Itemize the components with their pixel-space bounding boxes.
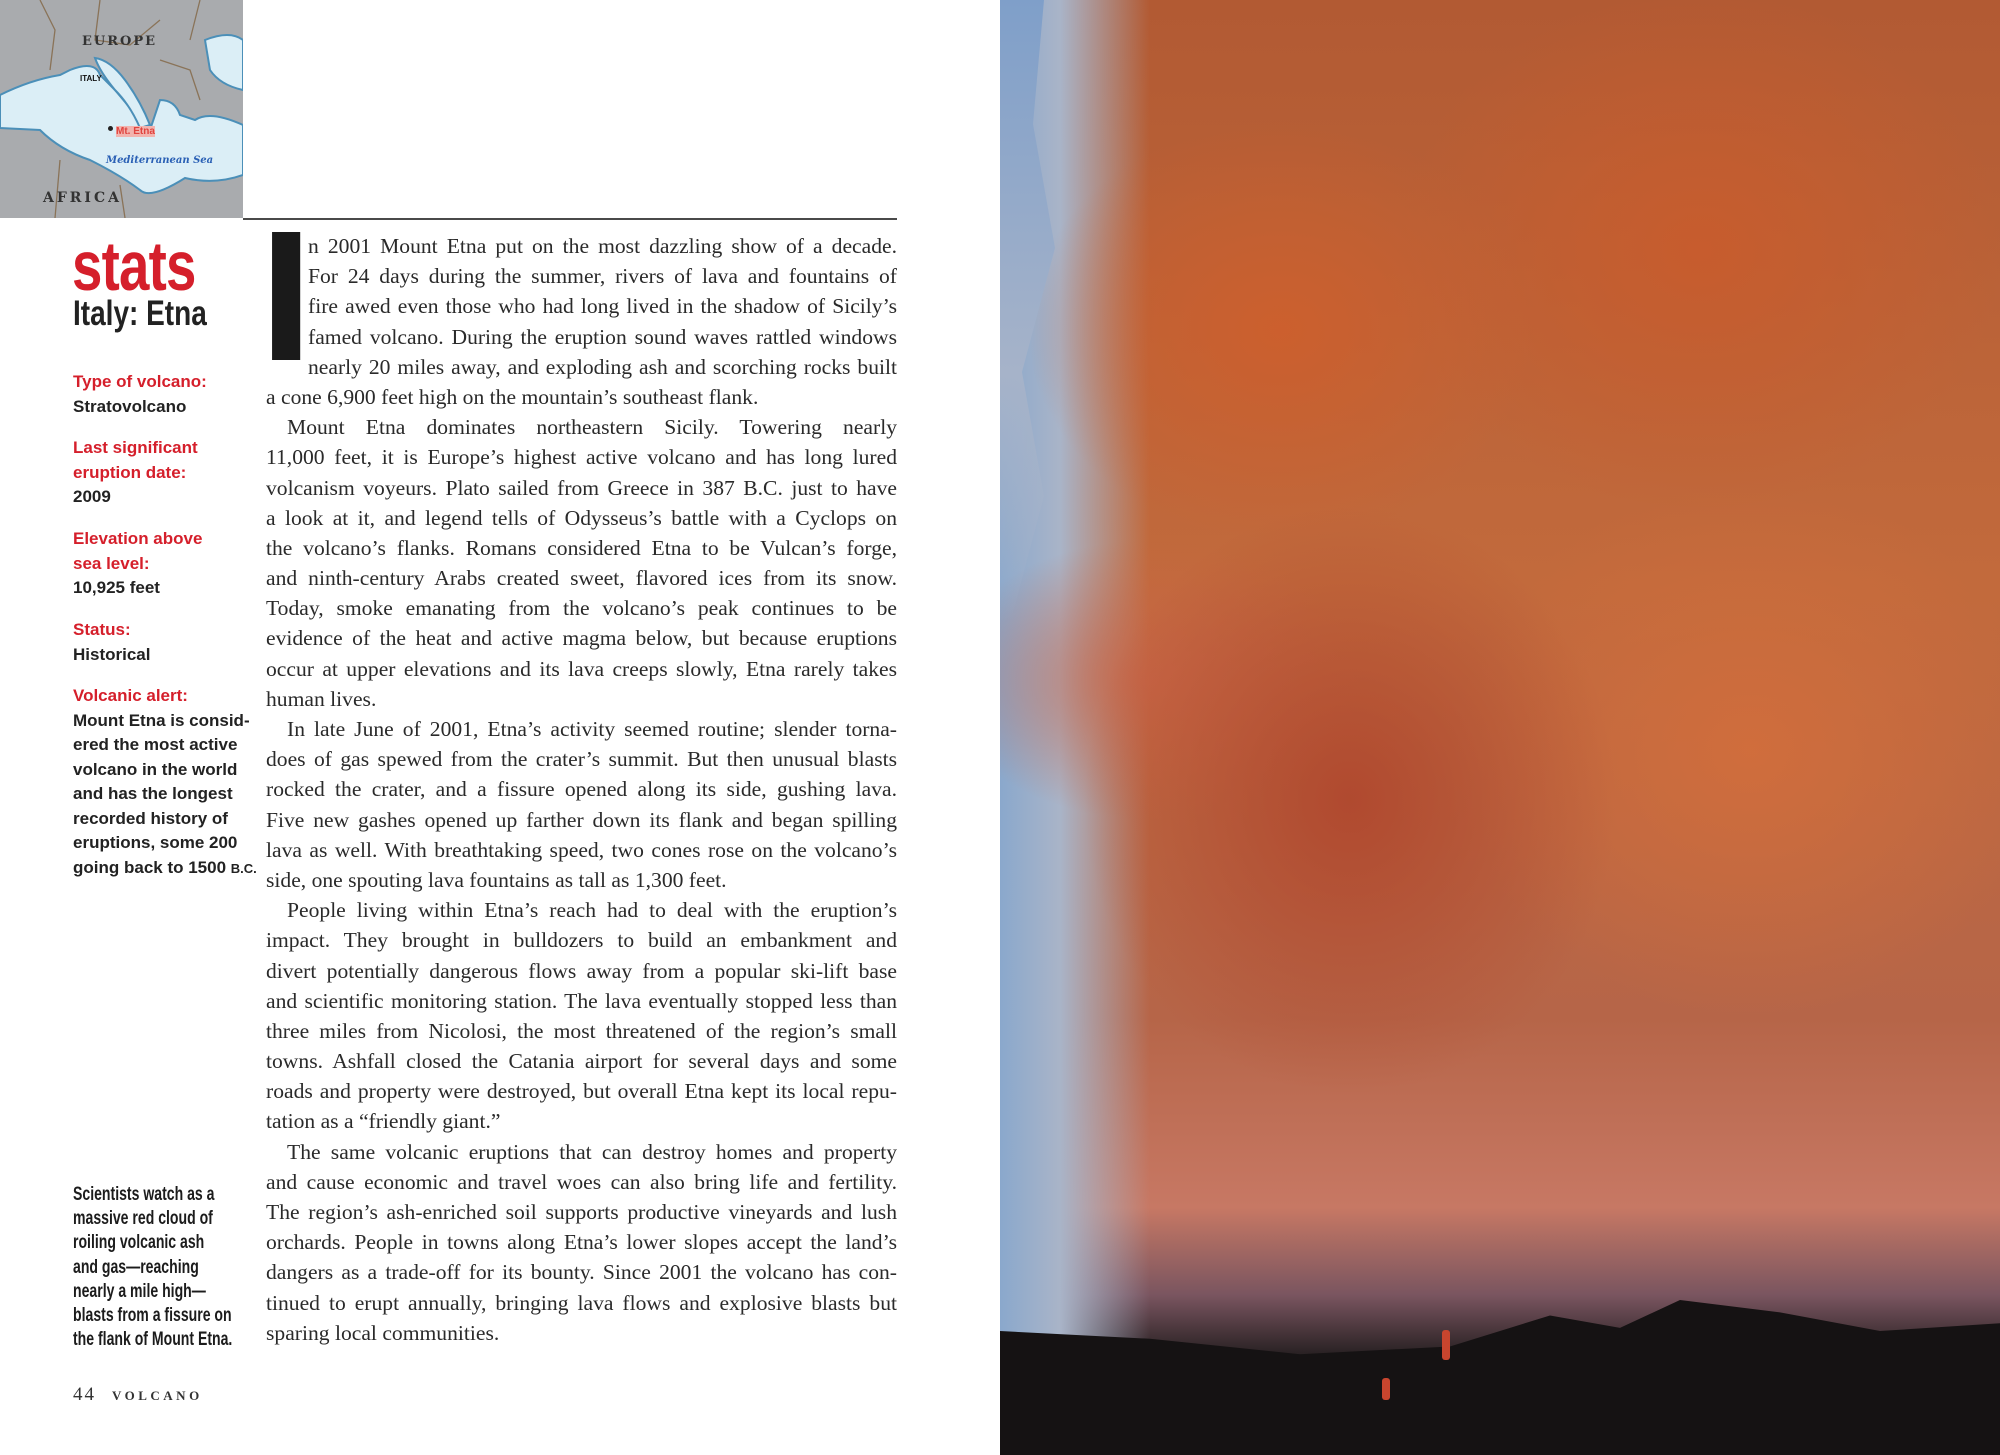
- running-head: VOLCANO: [112, 1388, 203, 1403]
- article-line: roads and property were destroyed, but overall Etna kept its local repu-: [266, 1079, 897, 1104]
- page-footer: [73, 1384, 203, 1406]
- stat-value-text: Stratovolcano: [73, 396, 187, 416]
- etna-eruption-photo: [1000, 0, 2000, 1455]
- map-label-europe: EUROPE: [82, 34, 158, 49]
- map-label-italy: ITALY: [80, 74, 102, 83]
- article-line: tation as a “friendly giant.”: [266, 1109, 501, 1134]
- drop-cap: I: [259, 193, 314, 400]
- article-line: volcanism voyeurs. Plato sailed from Greece in 387 B.C. just to have: [266, 475, 897, 500]
- stat-value: [73, 576, 202, 601]
- article-line: orchards. People in towns along Etna’s lower slopes accept the land’s: [266, 1230, 897, 1255]
- caption-line: blasts from a fissure on: [73, 1305, 232, 1327]
- article-line: dangers as a trade-off for its bounty. Since 2001 the volcano has con-: [266, 1260, 897, 1285]
- stat-value: [73, 395, 207, 420]
- stat-item: [73, 527, 202, 601]
- stat-value: [73, 856, 257, 882]
- article-line: nearly 20 miles away, and exploding ash and scorching rocks built: [308, 354, 897, 379]
- article-line: divert potentially dangerous flows away from a popular ski-lift base: [266, 958, 897, 983]
- caption-line: Scientists watch as a: [73, 1184, 215, 1205]
- article-line: In late June of 2001, Etna’s activity seemed routine; slender torna-: [287, 717, 897, 741]
- small-caps-era: B.C.: [230, 860, 257, 876]
- article-line: impact. They brought in bulldozers to build an embankment and: [266, 928, 897, 953]
- article-line: three miles from Nicolosi, the most threatened of the region’s small: [266, 1018, 897, 1043]
- stat-value-text: Historical: [73, 644, 151, 664]
- sidebar-subtitle: Italy: Etna: [73, 294, 207, 333]
- map-label-africa: AFRICA: [43, 190, 122, 206]
- article-line: n 2001 Mount Etna put on the most dazzling show of a decade.: [308, 234, 897, 258]
- article-line: Mount Etna dominates northeastern Sicily. Towering nearly: [287, 415, 897, 440]
- stat-label: Status:: [73, 620, 131, 639]
- article-line: human lives.: [266, 686, 377, 711]
- article-line: a cone 6,900 feet high on the mountain’s southeast flank.: [266, 384, 759, 409]
- article-line: The same volcanic eruptions that can destroy homes and property: [287, 1139, 897, 1164]
- stat-value: [73, 758, 257, 783]
- article-line: fire awed even those who had long lived in the shadow of Sicily’s: [308, 294, 897, 319]
- stat-item: [73, 370, 207, 419]
- stat-value: [73, 643, 150, 668]
- stat-value-text: ered the most active: [73, 735, 238, 754]
- article-line: and scientific monitoring station. The lava eventually stopped less than: [266, 988, 897, 1013]
- stat-value: [73, 485, 198, 510]
- article-line: rocked the crater, and a fissure opened along its side, gushing lava.: [266, 777, 897, 802]
- article-line: The region’s ash-enriched soil supports productive vineyards and lush: [266, 1200, 897, 1224]
- photo-caption: [73, 1183, 288, 1352]
- stat-value-text: Mount Etna is consid-: [73, 710, 250, 730]
- caption-line: massive red cloud of: [73, 1208, 213, 1230]
- article-line: occur at upper elevations and its lava creeps slowly, Etna rarely takes: [266, 656, 897, 681]
- stat-value: [73, 831, 257, 856]
- caption-line: the flank of Mount Etna.: [73, 1329, 233, 1351]
- stat-value: [73, 733, 257, 758]
- stat-value-text: eruptions, some 200: [73, 833, 238, 852]
- article-line: sparing local communities.: [266, 1320, 500, 1345]
- stat-value: [73, 709, 257, 734]
- article-line: tinued to erupt annually, bringing lava flows and explosive blasts but: [266, 1290, 897, 1315]
- photo-ground: [1000, 1300, 2000, 1455]
- header-rule: [243, 218, 897, 220]
- article-line: evidence of the heat and active magma below, but because eruptions: [266, 626, 897, 651]
- article-body: [266, 231, 897, 1348]
- locator-map: [0, 0, 243, 218]
- article-line: People living within Etna’s reach had to deal with the eruption’s: [287, 898, 897, 923]
- etna-marker-icon: [108, 126, 113, 131]
- stat-value-text: volcano in the world: [73, 759, 238, 779]
- stat-label: Last significant: [73, 438, 198, 457]
- article-line: and ninth-century Arabs created sweet, flavored ices from its snow.: [266, 566, 897, 591]
- article-line: a look at it, and legend tells of Odysseus’s battle with a Cyclops on: [266, 505, 897, 530]
- stat-value: [73, 782, 257, 807]
- article-line: and cause economic and travel woes can also bring life and fertility.: [266, 1169, 897, 1194]
- sidebar-title: stats: [72, 227, 196, 305]
- stat-label: Volcanic alert:: [73, 686, 188, 705]
- photo-sky: [1000, 0, 1110, 620]
- stat-label: sea level:: [73, 553, 150, 573]
- caption-line: roiling volcanic ash: [73, 1232, 205, 1254]
- article-line: Today, smoke emanating from the volcano’s peak continues to be: [266, 596, 897, 621]
- stat-item: [73, 684, 257, 881]
- stat-label: Elevation above: [73, 529, 203, 548]
- article-line: Five new gashes opened up farther down its flank and began spilling: [266, 807, 897, 832]
- article-line: lava as well. With breathtaking speed, two cones rose on the volcano’s: [266, 837, 897, 862]
- stat-value: [73, 807, 257, 832]
- person-figure: [1442, 1330, 1450, 1360]
- article-line: For 24 days during the summer, rivers of lava and fountains of: [308, 264, 897, 289]
- caption-line: nearly a mile high—: [73, 1280, 206, 1302]
- article-line: towns. Ashfall closed the Catania airport for several days and some: [266, 1049, 897, 1074]
- page-number: 44: [73, 1384, 96, 1405]
- stat-item: [73, 436, 198, 510]
- stat-value-text: going back to 1500: [73, 857, 231, 877]
- caption-line: and gas—reaching: [73, 1256, 199, 1278]
- stat-label: Type of volcano:: [73, 372, 207, 391]
- stat-value-text: and has the longest: [73, 784, 233, 803]
- stat-item: [73, 618, 150, 667]
- person-figure: [1382, 1378, 1390, 1400]
- stat-label: eruption date:: [73, 462, 187, 482]
- article-line: famed volcano. During the eruption sound waves rattled windows: [308, 324, 897, 349]
- stat-value-text: recorded history of: [73, 808, 228, 828]
- map-label-etna: Mt. Etna: [116, 126, 155, 137]
- article-line: does of gas spewed from the crater’s summit. But then unusual blasts: [266, 747, 897, 772]
- stat-value-text: 2009: [73, 487, 111, 506]
- article-line: side, one spouting lava fountains as tall as 1,300 feet.: [266, 867, 727, 892]
- stat-value-text: 10,925 feet: [73, 578, 160, 597]
- map-label-sea: Mediterranean Sea: [106, 155, 214, 166]
- article-line: 11,000 feet, it is Europe’s highest active volcano and has long lured: [266, 445, 897, 470]
- article-line: the volcano’s flanks. Romans considered Etna to be Vulcan’s forge,: [266, 535, 897, 560]
